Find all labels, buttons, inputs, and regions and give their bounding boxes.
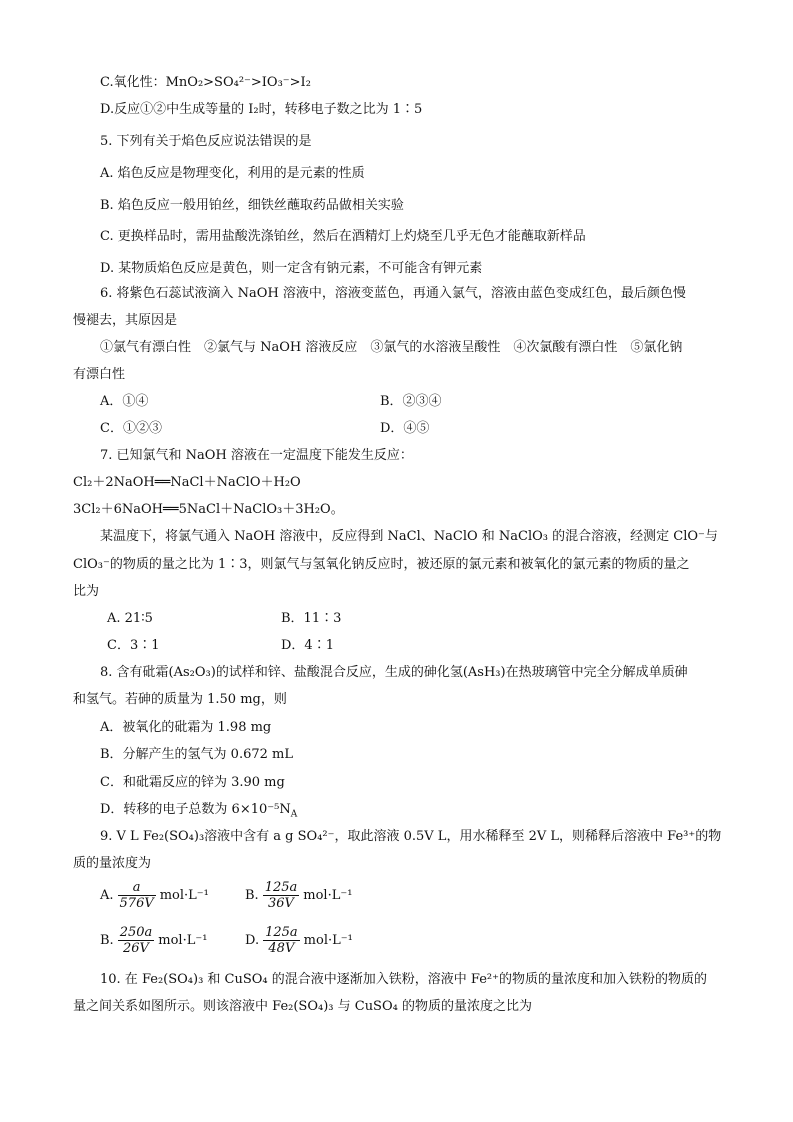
q9-option-d-fraction [263,925,300,956]
q9-option-b-denominator: 36V [268,896,294,911]
q9-option-d-unit: mol·L⁻¹ [303,933,353,948]
q8-stem-line2: 和氢气。若砷的质量为 1.50 mg，则 [73,692,287,707]
q9-option-c [100,925,207,956]
q7-body-line2: ClO₃⁻的物质的量之比为 1∶3，则氯气与氢氧化钠反应时，被还原的氯元素和被氧化的氯元素的物质的量之 [73,557,690,572]
q9-stem-line1: 9. V L Fe₂(SO₄)₃溶液中含有 a g SO₄²⁻，取此溶液 0.5V L，用水稀释至 2V L，则稀释后溶液中 Fe³⁺的物 [100,829,722,844]
q6-reasons-line2: 有漂白性 [73,367,126,382]
q4-option-c: C.氧化性：MnO₂>SO₄²⁻>IO₃⁻>I₂ [100,75,311,90]
q9-option-b [245,880,352,911]
q9-option-b-label: B. [245,888,259,903]
q8-option-b: B．分解产生的氢气为 0.672 mL [100,747,293,762]
q8-option-d [100,801,297,819]
q7-body-line3: 比为 [73,584,100,599]
q10-stem-line1: 10. 在 Fe₂(SO₄)₃ 和 CuSO₄ 的混合液中逐渐加入铁粉，溶液中 Fe²⁺的物质的量浓度和加入铁粉的物质的 [100,972,707,987]
q9-option-a-fraction [118,880,156,911]
q7-option-d: D．4∶1 [281,638,334,653]
q8-option-d-text: D．转移的电子总数为 6×10⁻⁵N [100,802,291,817]
q8-stem-line1: 8. 含有砒霜(As₂O₃)的试样和锌、盐酸混合反应，生成的砷化氢(AsH₃)在热玻璃管中完全分解成单质砷 [100,665,688,680]
q9-option-d-numerator: 125a [265,925,298,940]
q8-option-c: C．和砒霜反应的锌为 3.90 mg [100,775,285,790]
q5-stem: 5. 下列有关于焰色反应说法错误的是 [100,134,312,149]
q9-option-a-label: A. [100,888,114,903]
q5-option-a: A. 焰色反应是物理变化，利用的是元素的性质 [100,166,365,181]
q9-option-c-label: B. [100,933,114,948]
q9-option-c-numerator: 250a [119,925,153,940]
q7-equation-1: Cl₂＋2NaOH══NaCl＋NaClO＋H₂O [73,475,301,490]
q9-option-c-denominator: 26V [123,941,149,956]
q10-stem-line2: 量之间关系如图所示。则该溶液中 Fe₂(SO₄)₃ 与 CuSO₄ 的物质的量浓度之比为 [73,999,532,1014]
q7-stem: 7. 已知氯气和 NaOH 溶液在一定温度下能发生反应： [100,448,413,463]
q7-option-c: C．3∶1 [107,638,160,653]
q5-option-d: D. 某物质焰色反应是黄色，则一定含有钠元素，不可能含有钾元素 [100,261,483,276]
q9-option-a-unit: mol·L⁻¹ [159,888,209,903]
q5-option-c: C. 更换样品时，需用盐酸洗涤铂丝，然后在酒精灯上灼烧至几乎无色才能蘸取新样品 [100,229,586,244]
q9-option-d-denominator: 48V [268,941,295,956]
q7-option-a: A. 21∶5 [107,611,153,626]
q6-stem-line1: 6. 将紫色石蕊试液滴入 NaOH 溶液中，溶液变蓝色，再通入氯气，溶液由蓝色变成红色，最后颜色慢 [100,286,686,301]
q9-option-d-label: D. [245,933,260,948]
q5-option-b: B. 焰色反应一般用铂丝，细铁丝蘸取药品做相关实验 [100,198,404,213]
q9-option-a-denominator: 576V [119,896,154,911]
q7-equation-2: 3Cl₂＋6NaOH══5NaCl＋NaClO₃＋3H₂O。 [73,502,344,517]
q6-option-c: C．①②③ [100,421,162,436]
q4-option-d: D.反应①②中生成等量的 I₂时，转移电子数之比为 1∶5 [100,102,423,117]
q9-option-a-numerator: a [118,880,156,896]
q6-option-d: D．④⑤ [380,421,430,436]
q9-option-c-unit: mol·L⁻¹ [158,933,208,948]
q9-option-d [245,925,353,956]
q9-option-b-fraction [263,880,300,911]
q6-option-b: B．②③④ [380,394,442,409]
q9-stem-line2: 质的量浓度为 [73,856,152,871]
q8-option-d-subscript: A [290,809,298,820]
q9-option-a [100,880,209,911]
q9-option-c-fraction [118,925,155,956]
q9-option-b-unit: mol·L⁻¹ [303,888,353,903]
q6-stem-line2: 慢褪去，其原因是 [73,313,178,328]
q6-option-a: A．①④ [100,394,149,409]
q8-option-a: A．被氧化的砒霜为 1.98 mg [100,720,272,735]
q7-body-line1: 某温度下，将氯气通入 NaOH 溶液中，反应得到 NaCl、NaClO 和 NaClO₃ 的混合溶液，经测定 ClO⁻与 [100,529,718,544]
q6-reasons-line1: ①氯气有漂白性 ②氯气与 NaOH 溶液反应 ③氯气的水溶液呈酸性 ④次氯酸有漂白性 ⑤氯化钠 [100,340,683,355]
q9-option-b-numerator: 125a [264,880,298,895]
q7-option-b: B．11∶3 [281,611,342,626]
